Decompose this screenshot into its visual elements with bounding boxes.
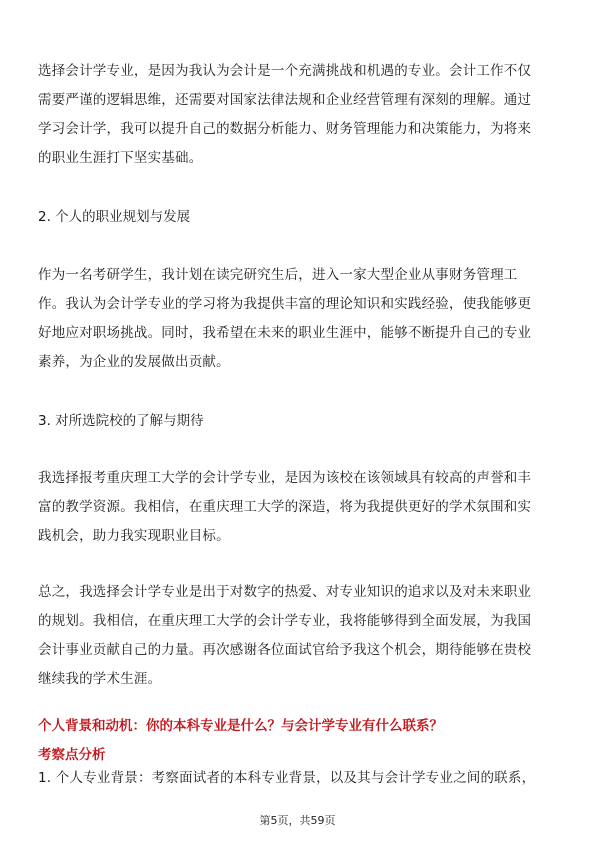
analysis-item xyxy=(38,764,560,793)
paragraph-career-plan xyxy=(38,261,560,377)
page-number-footer: 第5页，共59页 xyxy=(259,814,336,827)
text-line: 选择会计学专业，是因为我认为会计是一个充满挑战和机遇的专业。会计工作不仅 xyxy=(38,63,532,79)
section-heading-career-plan: 2. 个人的职业规划与发展 xyxy=(38,209,191,225)
question-heading: 个人背景和动机：你的本科专业是什么？与会计学专业有什么联系？ xyxy=(38,718,443,734)
text-line: 1. 个人专业背景：考察面试者的本科专业背景，以及其与会计学专业之间的联系， xyxy=(38,770,536,786)
text-line: 需要严谨的逻辑思维，还需要对国家法律法规和企业经营管理有深刻的理解。通过 xyxy=(38,92,532,108)
text-line: 好地应对职场挑战。同时，我希望在未来的职业生涯中，能够不断提升自己的专业 xyxy=(38,325,532,341)
text-line: 学习会计学，我可以提升自己的数据分析能力、财务管理能力和决策能力，为将来 xyxy=(38,121,532,137)
text-line: 继续我的学术生涯。 xyxy=(38,671,162,687)
text-line: 我选择报考重庆理工大学的会计学专业，是因为该校在该领域具有较高的声誉和丰 xyxy=(38,470,532,486)
text-line: 的规划。我相信，在重庆理工大学的会计学专业，我将能够得到全面发展，为我国 xyxy=(38,613,532,629)
text-line: 素养，为企业的发展做出贡献。 xyxy=(38,354,230,370)
text-line: 会计事业贡献自己的力量。再次感谢各位面试官给予我这个机会，期待能够在贵校 xyxy=(38,642,532,658)
section-heading-school: 3. 对所选院校的了解与期待 xyxy=(38,413,204,429)
paragraph-school xyxy=(38,464,560,551)
analysis-heading: 考察点分析 xyxy=(38,747,106,763)
text-line: 作。我认为会计学专业的学习将为我提供丰富的理论知识和实践经验，使我能够更 xyxy=(38,296,532,312)
text-line: 富的教学资源。我相信，在重庆理工大学的深造，将为我提供更好的学术氛围和实 xyxy=(38,499,532,515)
paragraph-conclusion xyxy=(38,578,560,694)
text-line: 作为一名考研学生，我计划在读完研究生后，进入一家大型企业从事财务管理工 xyxy=(38,267,518,283)
text-line: 践机会，助力我实现职业目标。 xyxy=(38,528,230,544)
text-line: 总之，我选择会计学专业是出于对数字的热爱、对专业知识的追求以及对未来职业 xyxy=(38,584,532,600)
paragraph-major-choice xyxy=(38,57,560,173)
text-line: 的职业生涯打下坚实基础。 xyxy=(38,150,203,166)
